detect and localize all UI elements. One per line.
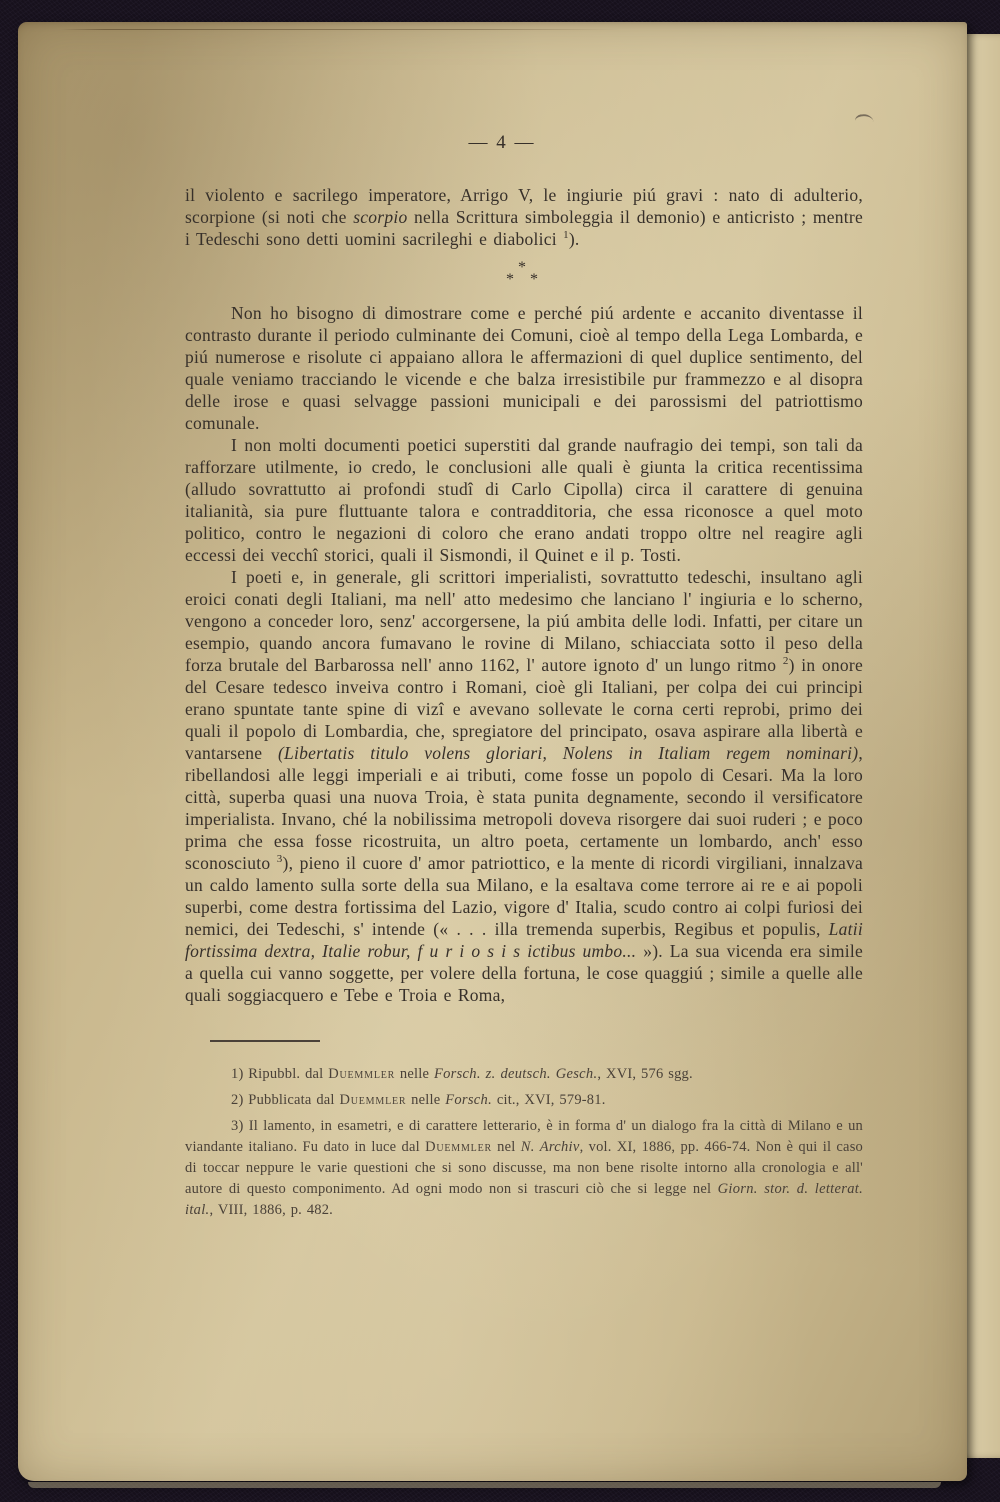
page-content: [185, 132, 863, 1226]
footnote-3: 3) Il lamento, in esametri, e di carattere letterario, è in forma d' un dialogo fra la città di Milano e un viandante italiano. Fu dato in luce dal Duemmler nel N. Archiv, vol. XI, 1886, pp. 466-74. Non è qui il caso di toccar neppure le varie questioni che si sono discusse, ma non bene risolte intorno alla cronologia e all' autore di questo componimento. Ad ogni modo non si trascuri ciò che si legge nel Giorn. stor. d. letterat. ital., VIII, 1886, p. 482.: [185, 1118, 863, 1218]
paragraph-4: I poeti e, in generale, gli scrittori imperialisti, sovrattutto tedeschi, insultano agli eroici conati degli Italiani, ma nell' atto medesimo che lanciano l' ingiuria e lo scherno, vengono a conceder loro, senz' accorgersene, la piú ambita delle lodi. Infatti, per citare un esempio, quando ancora fumavano le rovine di Milano, schiacciata sotto il peso della forza brutale del Barbarossa nell' anno 1162, l' autore ignoto d' un lungo ritmo $^2$) in onore del Cesare tedesco inveiva contro i Romani, cioè gli Italiani, per colpa dei cui principi erano spuntate tante spine di vizî e avevano sollevate le corna certi reprobi, primo dei quali il popolo di Lombardia, che, spregiatore del principato, osava aspirare alla libertà e vantarsene (Libertatis titulo volens gloriari, Nolens in Italiam regem nominari), ribellandosi alle leggi imperiali e ai tributi, come fosse un popolo di Cesari. Ma la loro città, superba quasi una nuova Troia, è stata punita degnamente, secondo il versificatore imperialista. Invano, ché la nobilissima metropoli doveva risorgere dai suoi ruderi ; e poco prima che essa fosse ricostruita, un altro poeta, certamente un lombardo, anch' esso sconosciuto $^3$), pieno il cuore d' amor patriottico, e la mente di ricordi virgiliani, innalzava un caldo lamento sulla sorte della sua Milano, e la esaltava come terrore ai re e ai popoli superbi, come destra fortissima del Lazio, vigore d' Italia, scudo contro ai colpi furiosi dei nemici, dei Tedeschi, s' intende (« . . . illa tremenda superbis, Regibus et populis, Latii fortissima dextra, Italie robur, f u r i o s i s ictibus umbo... »). La sua vicenda era simile a quella cui vanno soggette, per volere della fortuna, le cose quaggiú ; simile a quelle alle quali soggiacquero e Tebe e Troia e Roma,: [185, 567, 863, 1005]
pen-mark: [854, 113, 873, 124]
page-number: — 4 —: [468, 132, 536, 153]
paragraph-2: Non ho bisogno di dimostrare come e perché piú ardente e accanito diventasse il contrasto durante il periodo culminante dei Comuni, cioè al tempo della Lega Lombarda, e piú numerose e risolute ci appaiano allora le affermazioni di quel duplice sentimento, del quale veniamo tracciando le vicende e che balza irresistibile pur frammezzo e al disopra delle irose e quasi selvagge passioni municipali e dei parossismi del patriottismo comunale.: [185, 303, 863, 433]
book-page: [18, 22, 967, 1481]
paragraph-1: il violento e sacrilego imperatore, Arrigo V, le ingiurie piú gravi : nato di adulterio, scorpione (si noti che scorpio nella Scrittura simboleggia il demonio) e anticristo ; mentre i Tedeschi sono detti uomini sacrileghi e diabolici $^1$).: [185, 185, 863, 249]
asterism-divider: [183, 259, 861, 288]
paragraph-3: I non molti documenti poetici superstiti dal grande naufragio dei tempi, son tali da rafforzare utilmente, io credo, le conclusioni alle quali è giunta la critica recentissima (alludo sovrattutto ai profondi studî di Carlo Cipolla) circa il carattere di genuina italianità, sia pure fluttuante talora e contradditoria, che essa riconosce a quel moto politico, contro le negazioni di coloro che erano andati troppo oltre nel reagire agli eccessi dei vecchî storici, quali il Sismondi, il Quinet e il p. Tosti.: [185, 435, 863, 565]
footnote-1: 1) Ripubbl. dal Duemmler nelle Forsch. z. deutsch. Gesch., XVI, 576 sgg.: [231, 1066, 693, 1082]
footnote-2: 2) Pubblicata dal Duemmler nelle Forsch. cit., XVI, 579-81.: [231, 1092, 606, 1108]
asterism-bottom: * *: [506, 271, 538, 288]
asterism-top: *: [518, 259, 526, 276]
footnotes-section: [185, 1040, 863, 1221]
footnote-separator-rule: [210, 1040, 320, 1042]
